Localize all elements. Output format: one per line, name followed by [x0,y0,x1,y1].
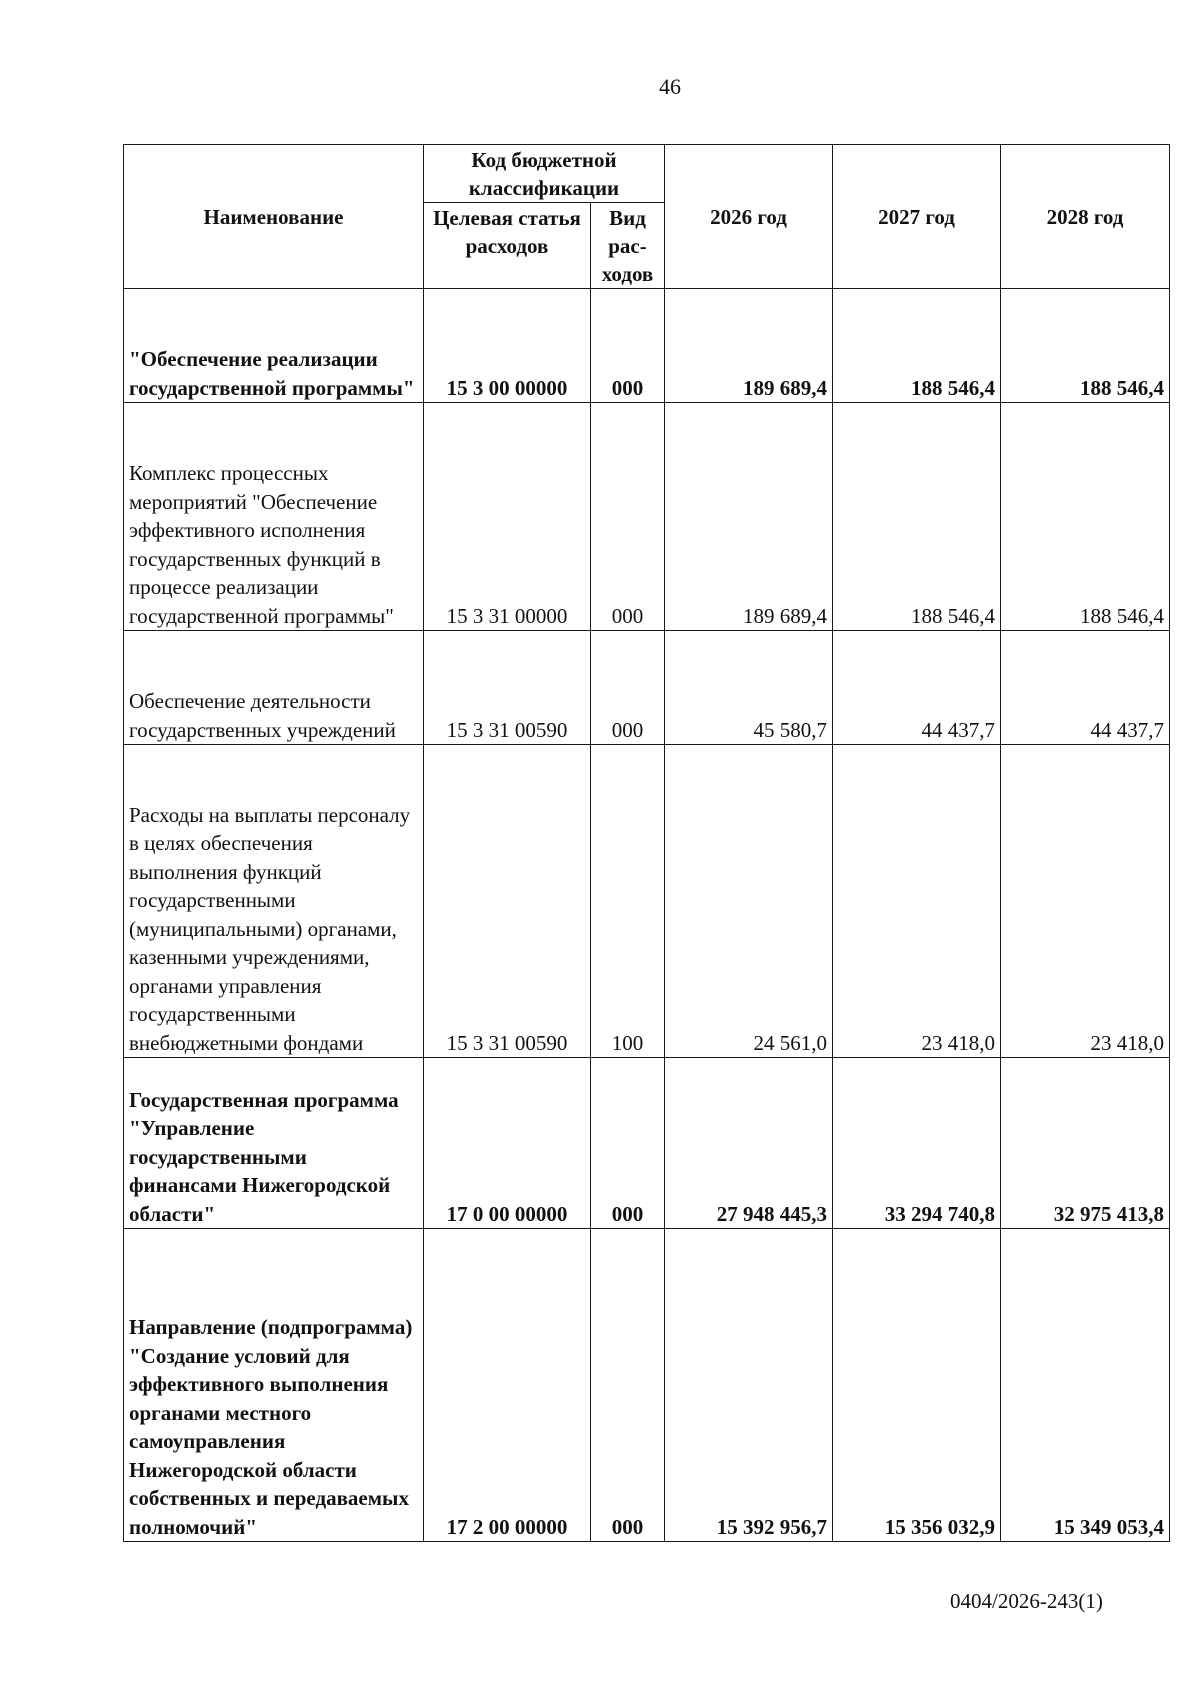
row-value-2026: 27 948 445,3 [665,1058,833,1229]
table-row [124,631,1170,745]
header-year-2026: 2026 год [665,145,833,289]
row-name: Комплекс процессных мероприятий "Обеспечение эффективного исполнения государственных функций в процессе реализации государственной программы" [124,403,424,631]
row-value-2028: 188 546,4 [1001,403,1170,631]
row-value-2026: 24 561,0 [665,745,833,1058]
row-value-2026: 15 392 956,7 [665,1229,833,1542]
header-year-2028: 2028 год [1001,145,1170,289]
row-value-2027: 188 546,4 [833,403,1001,631]
table-row [124,745,1170,1058]
row-value-2027: 188 546,4 [833,289,1001,403]
row-target-article: 17 0 00 00000 [424,1058,591,1229]
row-target-article: 15 3 31 00590 [424,745,591,1058]
document-code: 0404/2026-243(1) [950,1589,1103,1613]
row-value-2026: 189 689,4 [665,289,833,403]
header-name: Наименование [124,145,424,289]
row-name: Направление (подпрограмма) "Создание условий для эффективного выполнения органами местного самоуправления Нижегородской области собственных и передаваемых полномочий" [124,1229,424,1542]
row-name: Расходы на выплаты персоналу в целях обеспечения выполнения функций государственными (муниципальными) органами, казенными учреждениями, органами управления государственными внебюджетными фондами [124,745,424,1058]
row-target-article: 15 3 31 00590 [424,631,591,745]
row-value-2027: 33 294 740,8 [833,1058,1001,1229]
row-value-2026: 45 580,7 [665,631,833,745]
row-name: Обеспечение деятельности государственных учреждений [124,631,424,745]
row-target-article: 17 2 00 00000 [424,1229,591,1542]
header-target-article: Целевая статья расходов [424,203,591,289]
row-value-2028: 32 975 413,8 [1001,1058,1170,1229]
row-name: Государственная программа "Управление государственными финансами Нижегородской области" [124,1058,424,1229]
table-row [124,403,1170,631]
header-code-group: Код бюджетной классификации [424,145,665,203]
row-target-article: 15 3 31 00000 [424,403,591,631]
row-value-2028: 44 437,7 [1001,631,1170,745]
row-value-2026: 189 689,4 [665,403,833,631]
row-target-article: 15 3 00 00000 [424,289,591,403]
budget-table [123,144,1170,1542]
row-value-2028: 188 546,4 [1001,289,1170,403]
row-value-2027: 15 356 032,9 [833,1229,1001,1542]
table-row [124,289,1170,403]
row-expense-kind: 000 [591,403,665,631]
header-year-2027: 2027 год [833,145,1001,289]
row-expense-kind: 000 [591,1058,665,1229]
row-expense-kind: 000 [591,631,665,745]
row-name: "Обеспечение реализации государственной программы" [124,289,424,403]
row-expense-kind: 000 [591,1229,665,1542]
table-row [124,1229,1170,1542]
row-expense-kind: 100 [591,745,665,1058]
row-value-2028: 15 349 053,4 [1001,1229,1170,1542]
row-expense-kind: 000 [591,289,665,403]
table-header [124,145,1170,289]
row-value-2027: 44 437,7 [833,631,1001,745]
table-row [124,1058,1170,1229]
page-number: 46 [659,74,681,99]
header-expense-kind: Вид рас-ходов [591,203,665,289]
row-value-2027: 23 418,0 [833,745,1001,1058]
row-value-2028: 23 418,0 [1001,745,1170,1058]
